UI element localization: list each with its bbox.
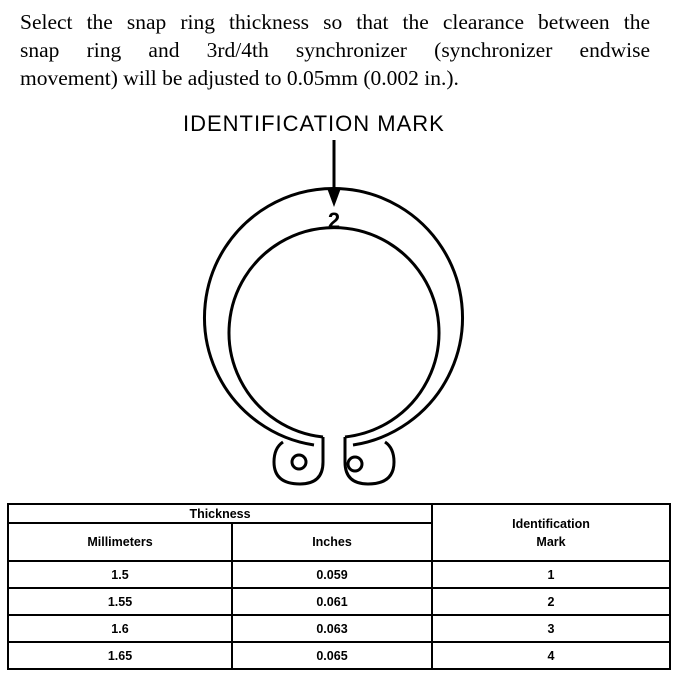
row-inches: 0.063 [232,615,432,642]
snap-ring-left-lug [274,437,323,484]
instruction-line-1: Select the snap ring thickness so that the clearance between the [20,10,650,34]
snap-ring-thickness-table [7,503,671,670]
row-identification-mark: 4 [432,642,670,669]
snap-ring-outer-contour [205,188,463,445]
millimeters-header: Millimeters [8,523,232,561]
callout-arrow-head [327,188,341,207]
row-millimeters: 1.6 [8,615,232,642]
row-inches: 0.065 [232,642,432,669]
instruction-paragraph [20,8,650,92]
table-row [8,561,670,588]
table-row [8,588,670,615]
snap-ring-right-lug [345,437,394,484]
identification-header-line-2: Mark [536,534,566,549]
row-inches: 0.059 [232,561,432,588]
identification-mark-header [432,504,670,561]
instruction-line-2: snap ring and 3rd/4th synchronizer (synchronizer endwise [20,38,650,62]
row-inches: 0.061 [232,588,432,615]
row-millimeters: 1.5 [8,561,232,588]
row-identification-mark: 3 [432,615,670,642]
row-millimeters: 1.55 [8,588,232,615]
right-lug-hole-icon [348,457,362,471]
row-identification-mark: 2 [432,588,670,615]
table-row [8,642,670,669]
row-millimeters: 1.65 [8,642,232,669]
identification-mark-callout: IDENTIFICATION MARK [183,111,445,136]
inches-header: Inches [232,523,432,561]
left-lug-hole-icon [292,455,306,469]
instruction-line-3: movement) will be adjusted to 0.05mm (0.002 in.). [20,66,459,90]
row-identification-mark: 1 [432,561,670,588]
identification-header-line-1: Identification [512,516,590,531]
thickness-group-header: Thickness [8,504,432,523]
ring-identification-mark: 2 [327,208,341,233]
snap-ring-inner-contour [229,228,439,437]
table-row [8,615,670,642]
